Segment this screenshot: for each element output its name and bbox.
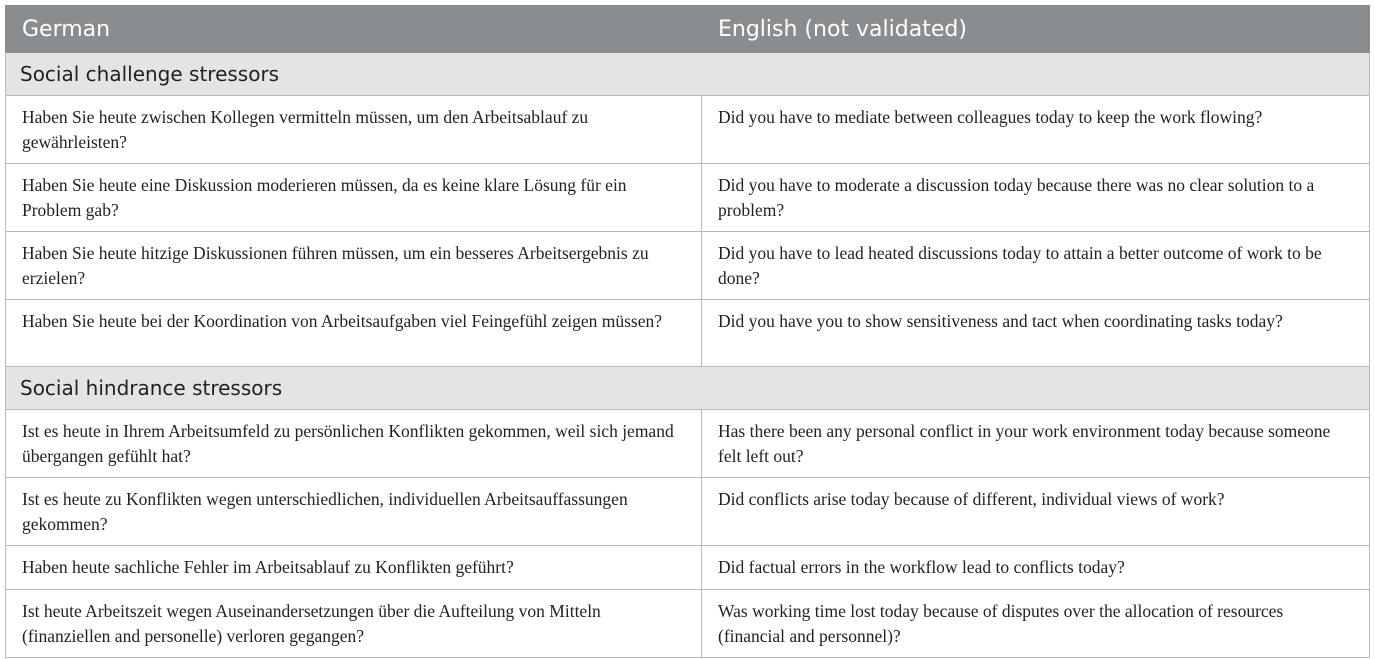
table-row: [6, 410, 1370, 478]
english-item: Has there been any personal conflict in your work environment today because someone felt left out?: [702, 410, 1370, 478]
header-german: German: [6, 6, 702, 53]
section-title-hindrance: Social hindrance stressors: [6, 367, 1370, 410]
table-row: [6, 546, 1370, 590]
english-item: Did you have to mediate between colleagues today to keep the work flowing?: [702, 96, 1370, 164]
header-english: English (not validated): [702, 6, 1370, 53]
german-item: Haben Sie heute hitzige Diskussionen führen müssen, um ein besseres Arbeitsergebnis zu erzielen?: [6, 232, 702, 300]
english-item: Did you have to lead heated discussions today to attain a better outcome of work to be done?: [702, 232, 1370, 300]
german-item: Haben Sie heute eine Diskussion moderieren müssen, da es keine klare Lösung für ein Problem gab?: [6, 164, 702, 232]
german-item: Haben Sie heute zwischen Kollegen vermitteln müssen, um den Arbeitsablauf zu gewährleisten?: [6, 96, 702, 164]
stressor-items-table: [5, 5, 1370, 658]
german-item: Ist heute Arbeitszeit wegen Auseinandersetzungen über die Aufteilung von Mitteln (finanziellen and personelle) verloren gegangen?: [6, 590, 702, 658]
english-item: Did factual errors in the workflow lead to conflicts today?: [702, 546, 1370, 590]
section-row-hindrance: [6, 367, 1370, 410]
table-row: [6, 232, 1370, 300]
german-item: Ist es heute zu Konflikten wegen unterschiedlichen, individuellen Arbeitsauffassungen gekommen?: [6, 478, 702, 546]
section-title-challenge: Social challenge stressors: [6, 53, 1370, 96]
english-item: Did you have you to show sensitiveness and tact when coordinating tasks today?: [702, 300, 1370, 367]
german-item: Ist es heute in Ihrem Arbeitsumfeld zu persönlichen Konflikten gekommen, weil sich jemand übergangen gefühlt hat?: [6, 410, 702, 478]
section-row-challenge: [6, 53, 1370, 96]
german-item: Haben heute sachliche Fehler im Arbeitsablauf zu Konflikten geführt?: [6, 546, 702, 590]
table-row: [6, 164, 1370, 232]
header-row: [6, 6, 1370, 53]
german-item: Haben Sie heute bei der Koordination von Arbeitsaufgaben viel Feingefühl zeigen müssen?: [6, 300, 702, 367]
english-item: Did conflicts arise today because of different, individual views of work?: [702, 478, 1370, 546]
table-row: [6, 478, 1370, 546]
english-item: Was working time lost today because of disputes over the allocation of resources (financial and personnel)?: [702, 590, 1370, 658]
table-row: [6, 300, 1370, 367]
table-row: [6, 590, 1370, 658]
table-row: [6, 96, 1370, 164]
english-item: Did you have to moderate a discussion today because there was no clear solution to a problem?: [702, 164, 1370, 232]
